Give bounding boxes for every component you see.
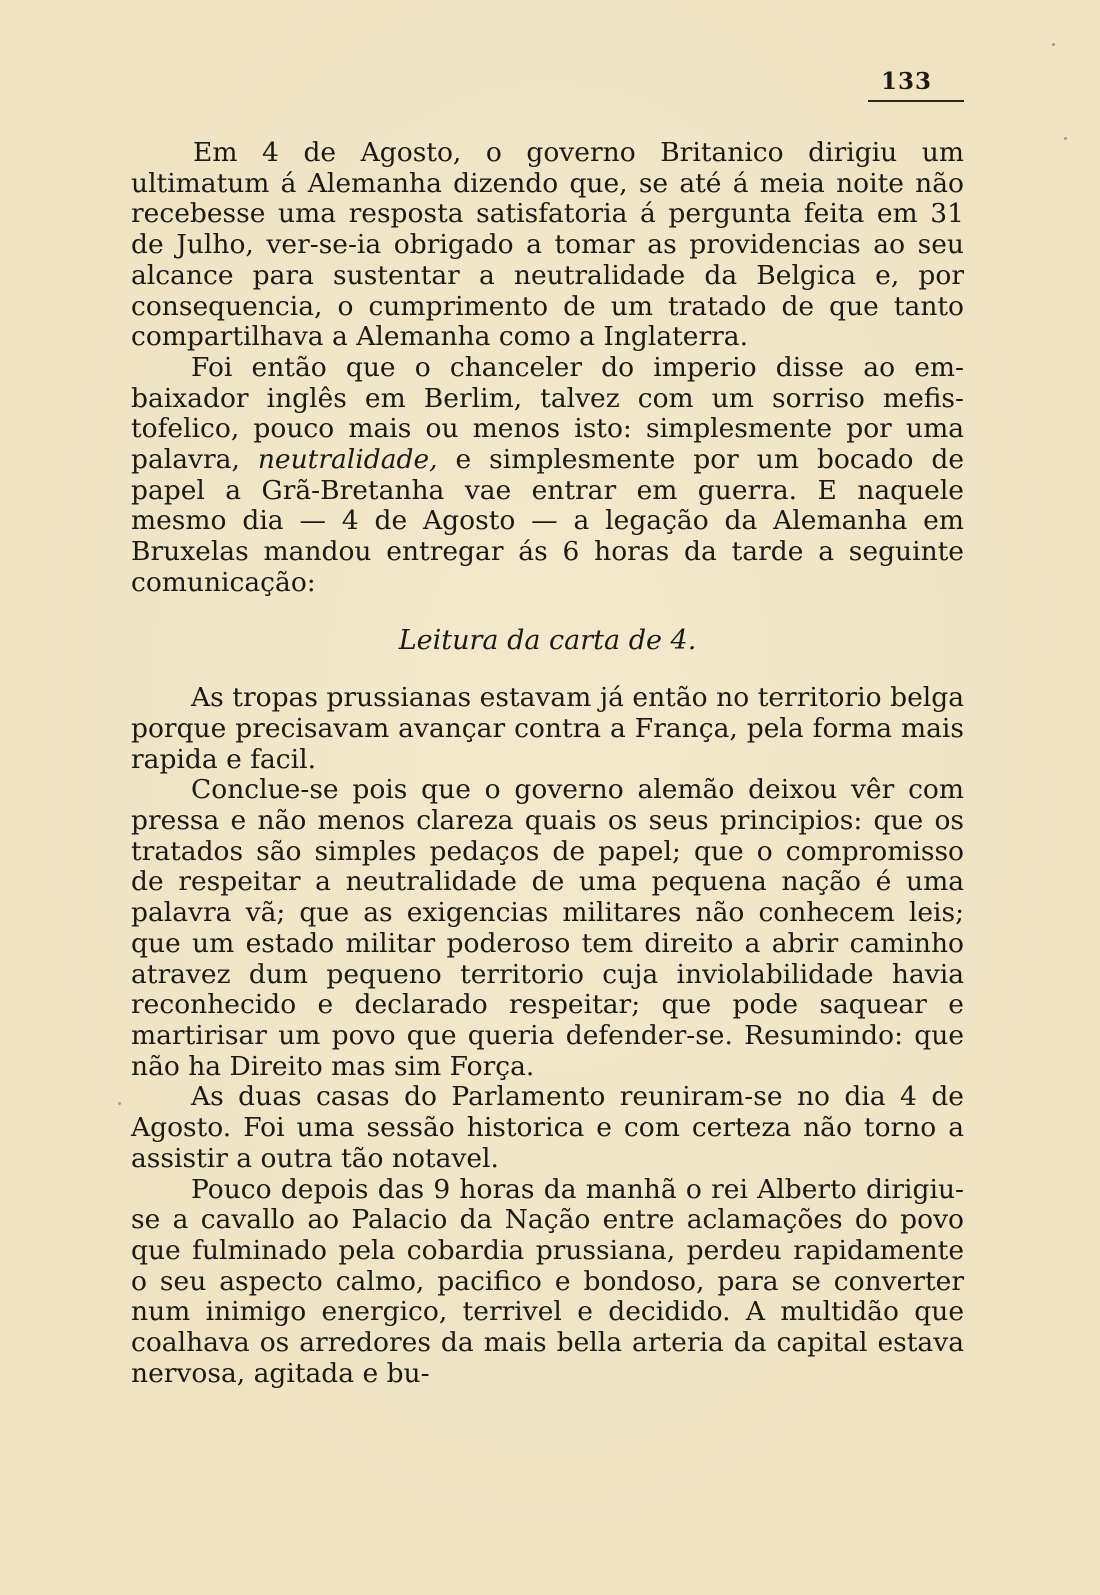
paragraph-3: As tropas prussianas estavam já então no territorio belga porque precisavam avançar contra a França, pela forma mais rapida e facil. bbox=[131, 682, 964, 775]
paragraph-2-end: e simplesmente por um bocado de papel a Grã-Bretanha vae entrar em guerra. E naquele mesmo dia — 4 de Agosto — a legação da Alemanha em Bruxelas mandou entregar ás 6 horas da tarde a seguinte comunicação: bbox=[131, 444, 965, 598]
paragraph-6: Pouco depois das 9 horas da manhã o rei Alberto dirigiu-se a cavallo ao Palacio da Nação entre aclamações do povo que fulminado pela cobardia prussiana, perdeu rapidamente o seu aspecto calmo, pacifico e bondoso, para se converter num inimigo energico, terrivel e decidido. A multidão que coalhava os arredores da mais bella arteria da capital estava nervosa, agitada e bu- bbox=[131, 1173, 964, 1389]
paper-speck bbox=[1064, 137, 1067, 140]
paragraph-5: As duas casas do Parlamento reuniram-se no dia 4 de Agosto. Foi uma sessão historica e com certeza não torno a assistir a outra tão notavel. bbox=[131, 1081, 964, 1174]
paragraph-1: Em 4 de Agosto, o governo Britanico dirigiu um ultimatum á Alemanha dizendo que, se até á meia noite não recebesse uma resposta satisfatoria á pergunta feita em 31 de Julho, ver-se-ia obrigado a tomar as providencias ao seu alcance para sustentar a neutralidade da Belgica e, por consequencia, o cumprimento de um tratado de que tanto compartilhava a Alemanha como a Inglaterra. bbox=[131, 137, 964, 353]
paper-speck bbox=[1052, 43, 1055, 46]
page-number: 133 bbox=[880, 68, 932, 95]
paragraph-2-start: Foi então que o chanceler do imperio disse ao embaixador inglês em Berlim, talvez com um sorriso mefistofelico, pouco mais ou menos isto: simplesmente por uma palavra, bbox=[131, 351, 964, 476]
paragraph-4: Conclue-se pois que o governo alemão deixou vêr com pressa e não menos clareza quais os seus principios: que os tratados são simples pedaços de papel; que o compromisso de respeitar a neutralidade de uma pequena nação é uma palavra vã; que as exigencias militares não conhecem leis; que um estado militar poderoso tem direito a abrir caminho atravez dum pequeno territorio cuja inviolabilidade havia reconhecido e declarado respeitar; que pode saquear e martirisar um povo que queria defender-se. Resumindo: que não ha Direito mas sim Força. bbox=[131, 774, 964, 1082]
emphasis-neutralidade: neutralidade, bbox=[257, 444, 438, 476]
section-heading: Leitura da carta de 4. bbox=[398, 624, 697, 656]
page-number-rule bbox=[868, 100, 964, 102]
body-text bbox=[131, 138, 964, 1389]
paper-speck bbox=[118, 1102, 121, 1105]
paragraph-2 bbox=[131, 353, 964, 599]
